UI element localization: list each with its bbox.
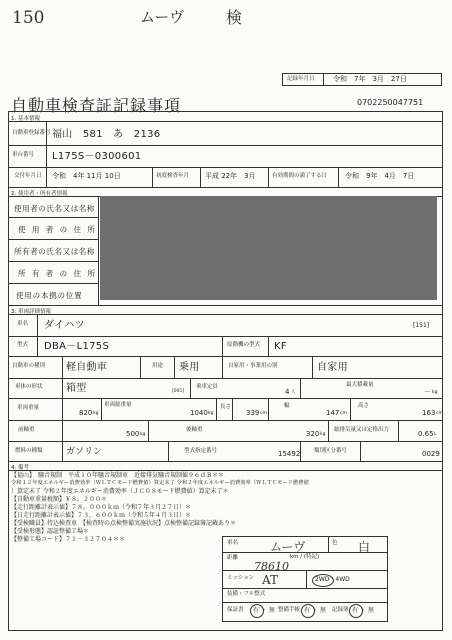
front-unit: kg <box>140 432 146 437</box>
note-line: 【日走行距離計表示値】７３，６００ｋｍ（令和５年４月３日）＊ <box>11 512 192 519</box>
weight-value: 820 <box>79 409 93 417</box>
maker-code: [151] <box>413 322 430 329</box>
stamp-name-value: ムーヴ <box>270 540 306 554</box>
stamp-manual-options: 有 ・ 無 <box>304 607 326 614</box>
cap-label: 乗車定員 <box>196 384 219 390</box>
note-line: 令和１２年度エネルギー消費効率（ＷＬＴＣモード燃費値）算定未了 令和２年度エネルギー消費効率（ＷＬＴＣモード燃費値 <box>11 480 309 486</box>
handwritten-inspection: 検 <box>226 8 243 27</box>
engine-label: 原動機の型式 <box>227 342 261 348</box>
section3-label: 3. 車両詳細情報 <box>11 309 51 315</box>
reg-no-label: 自動車登録番号 <box>12 130 51 136</box>
section1-label: 1. 基本情報 <box>11 116 40 122</box>
rear-unit: kg <box>320 432 326 437</box>
stamp-warranty-label: 保証書 <box>227 607 244 613</box>
doc-number: 0702250047751 <box>357 98 424 107</box>
purpose-label: 自家用・事業用の別 <box>228 363 278 369</box>
stamp-km-label: 距離 <box>227 555 239 561</box>
reg-no-value: 福山 581 あ 2136 <box>52 129 161 140</box>
stamp-color-label: 色 <box>332 540 338 546</box>
designation-label: 型式指定番号 <box>184 448 218 454</box>
first-reg-value: 平成 22年 3月 <box>205 172 256 180</box>
kind-value: 軽自動車 <box>66 362 108 373</box>
weight-unit: kg <box>93 411 99 416</box>
stamp-drive-options: 2WD・4WD <box>315 576 350 583</box>
page-title: 自動車検査証記録事項 <box>11 96 182 115</box>
height-unit: cm <box>436 411 443 416</box>
record-circle <box>349 604 363 618</box>
stamp-record-options: 有 ・ 無 <box>352 607 374 614</box>
stamp-record-label: 記録簿 <box>332 607 349 613</box>
note-line: 【受検形態】認証整備工場＊ <box>11 528 90 535</box>
length-value: 339 <box>246 409 260 417</box>
stamp-aux-label: 装備・フル整式 <box>227 591 266 597</box>
section2-label: 2. 使用者・所有者情報 <box>11 191 68 197</box>
designation-value: 15492 <box>278 450 301 458</box>
body-code: [001] <box>172 389 185 394</box>
stamp-warranty-options: 有 ・ 無 <box>253 607 275 614</box>
chassis-value: L175S－0300601 <box>52 151 142 162</box>
height-value: 163 <box>422 409 436 417</box>
fuel-label: 燃料の種類 <box>15 448 43 454</box>
use-value: 乗用 <box>179 362 200 373</box>
width-value: 147 <box>326 409 340 417</box>
maker-label: 車名 <box>17 321 29 327</box>
note-line: 【走行距離計表示値】７８，０００ｋｍ（令和７年３月２７日）＊ <box>11 504 192 511</box>
width-unit: cm <box>340 411 347 416</box>
category-value: 0029 <box>422 450 440 458</box>
engine-value: KF <box>274 341 287 352</box>
user-name-label: 使用者の氏名又は名称 <box>14 204 95 213</box>
issue-label: 交付年月日 <box>14 173 42 179</box>
user-address-label: 使 用 者 の 住 所 <box>18 225 97 234</box>
kind-label: 自動車の種別 <box>12 363 46 369</box>
type-label: 型式 <box>17 342 29 348</box>
rear-label: 後軸重 <box>186 427 203 433</box>
length-label: 長さ <box>220 404 232 410</box>
note-line: ）算定未了 令和２年度エネルギー消費効率（ＪＣ０８モード燃費値）算定未了＊ <box>11 488 229 495</box>
note-line: 【受検職員】持込検査車 【検査時の点検整備実施状況】点検整備記録簿記載あり＊ <box>11 520 237 527</box>
expiry-value: 令和 9年 4月 7日 <box>345 172 415 180</box>
section4-label: 4. 備考 <box>11 465 29 471</box>
issue-date-value: 令和 7年 3月 27日 <box>333 75 407 83</box>
disp-label: 総排気量又は定格出力 <box>334 427 390 433</box>
first-reg-label: 初度検査年月 <box>156 173 190 179</box>
owner-address-label: 所 有 者 の 住 所 <box>18 269 97 278</box>
height-label: 高さ <box>358 403 370 409</box>
issue-date-label: 記録年月日 <box>287 76 315 82</box>
note-line: 【福山】 騒音規制 平成１０年騒音規制車 近接排気騒音規制値９６ｄＢ＊＊ <box>11 472 225 479</box>
stamp-color-value: 白 <box>358 540 371 554</box>
rear-value: 320 <box>306 430 320 438</box>
length-unit: cm <box>260 411 267 416</box>
disp-value: 0.65 <box>418 430 434 438</box>
body-label: 車体の形状 <box>15 384 43 390</box>
load-value: － <box>424 388 431 396</box>
front-value: 500 <box>126 430 140 438</box>
stamp-name-label: 車名 <box>227 540 239 546</box>
width-label: 幅 <box>284 403 290 409</box>
category-label: 類別区分番号 <box>314 448 348 454</box>
handwritten-model: ムーヴ <box>140 8 185 26</box>
cap-unit: 人 <box>291 390 296 395</box>
fuel-value: ガソリン <box>66 447 103 457</box>
stamp-km-sub: km / (特記) <box>290 554 320 560</box>
issue-value: 令和 4年 11月 10日 <box>52 172 121 180</box>
purpose-value: 自家用 <box>317 362 348 373</box>
load-unit: kg <box>432 390 438 395</box>
disp-unit: L <box>434 432 437 437</box>
load-label: 最大積載量 <box>346 382 374 388</box>
gross-unit: kg <box>208 411 214 416</box>
maker-value: ダイハツ <box>44 320 85 331</box>
manual-circle <box>301 604 315 618</box>
body-value: 箱型 <box>66 383 87 394</box>
note-line: 【整備工場コード】７１－３２７０４＊＊ <box>11 536 126 543</box>
handwritten-number: 150 <box>12 8 45 28</box>
type-value: DBA－L175S <box>44 341 110 352</box>
note-line: 【自動車重量税額】￥８，２００＊ <box>11 496 108 503</box>
gross-label: 車両総重量 <box>104 402 132 408</box>
stamp-km-value: 78610 <box>254 560 289 573</box>
use-label: 用途 <box>152 363 164 369</box>
owner-name-label: 所有者の氏名又は名称 <box>14 247 95 256</box>
warranty-circle <box>250 604 264 618</box>
redaction-block <box>100 196 437 300</box>
stamp-mission-value: AT <box>262 573 279 587</box>
stamp-manual-label: 整備手帳 <box>278 607 301 613</box>
front-label: 前軸重 <box>18 427 35 433</box>
cap-value: 4 <box>285 388 290 396</box>
chassis-label: 車台番号 <box>12 152 35 158</box>
expiry-label: 有効期間の満了する日 <box>272 173 328 179</box>
gross-value: 1040 <box>190 409 208 417</box>
stamp-mission-label: ミッション <box>227 575 255 581</box>
base-location-label: 使用の本拠の位置 <box>16 291 83 300</box>
weight-label: 車両重量 <box>17 405 40 411</box>
